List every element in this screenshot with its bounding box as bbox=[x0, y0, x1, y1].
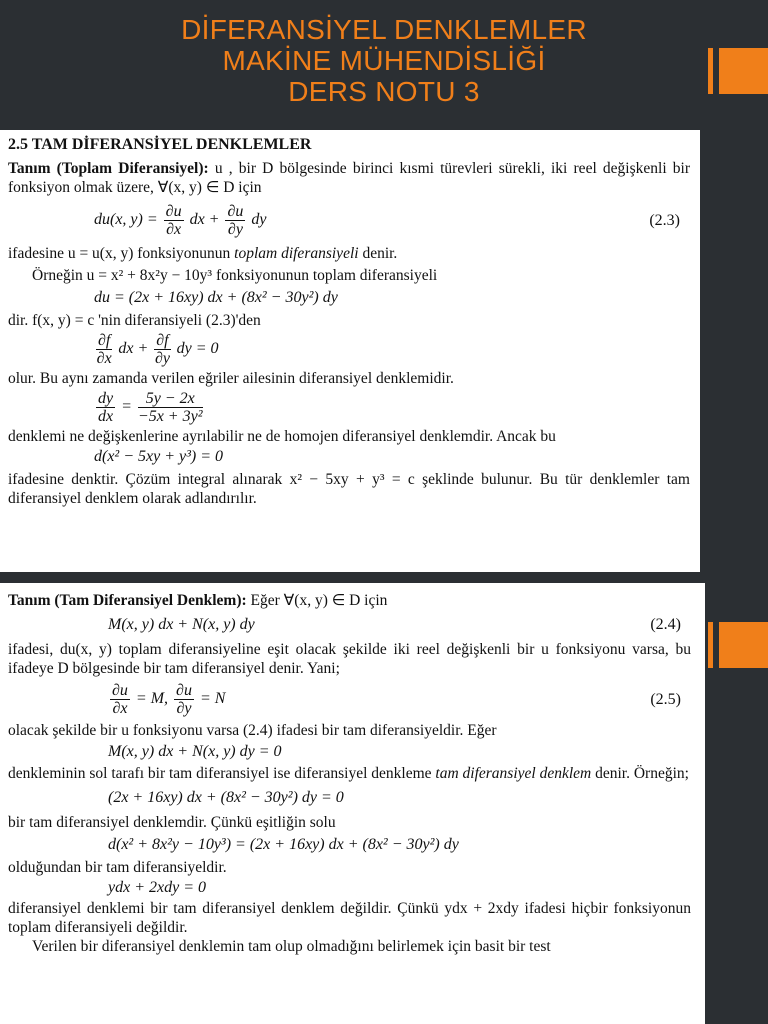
frac-den: ∂y bbox=[176, 700, 192, 717]
frac-den: dx bbox=[98, 408, 114, 425]
equation-dy-dx bbox=[8, 390, 690, 425]
definition-term: Tanım (Toplam Diferansiyel): bbox=[8, 160, 209, 177]
equation-d-full: d(x² + 8x²y − 10y³) = (2x + 16xy) dx + (8x² − 30y²) dy bbox=[108, 836, 459, 853]
definition-text: u , bir D bölgesinde birinci kısmi türevleri sürekli, iki reel değişkenli bir fonksiyon olmak üzere, ∀(x, y) ∈ D için bbox=[8, 160, 691, 196]
frac-den: ∂x bbox=[112, 700, 128, 717]
definition-exact-equation bbox=[8, 591, 691, 610]
paragraph-1: ifadesi, du(x, y) toplam diferansiyeline eşit olacak şekilde iki reel değişkenli bir u fonksiyonu varsa, bu ifadeye D bölgesinde bir tam diferansiyel denir. Yani; bbox=[8, 641, 691, 677]
text: denir. bbox=[362, 245, 398, 262]
equation-ydx: ydx + 2xdy = 0 bbox=[108, 879, 206, 896]
frac-num: ∂u bbox=[176, 682, 192, 699]
equation-2-4 bbox=[8, 616, 691, 634]
title-line-3: DERS NOTU 3 bbox=[288, 76, 480, 107]
equals-sign: = bbox=[121, 398, 132, 416]
accent-bar-thin-top bbox=[708, 48, 713, 94]
frac-num: ∂f bbox=[156, 332, 169, 349]
equation-du-example: du = (2x + 16xy) dx + (8x² − 30y²) dy bbox=[94, 289, 338, 306]
paragraph-total-differential bbox=[8, 244, 690, 263]
equation-2-3 bbox=[8, 203, 690, 238]
equation-term: dx + bbox=[189, 211, 220, 229]
paragraph-3 bbox=[8, 764, 691, 783]
fraction-df-dx bbox=[96, 332, 112, 367]
paragraph-5: olduğundan bir tam diferansiyeldir. bbox=[8, 859, 227, 876]
fraction-dy-dx bbox=[96, 390, 115, 425]
emphasis: tam diferansiyel denklem bbox=[435, 765, 592, 782]
equation-d-expr: d(x² − 5xy + y³) = 0 bbox=[94, 448, 224, 465]
frac-num: dy bbox=[98, 390, 114, 407]
definition-term: Tanım (Tam Diferansiyel Denklem): bbox=[8, 592, 247, 609]
title-line-1: DİFERANSİYEL DENKLEMLER bbox=[181, 14, 587, 45]
paragraph-denklemi: denklemi ne değişkenlerine ayrılabilir ne de homojen diferansiyel denklemdir. Ancak bu bbox=[8, 428, 556, 445]
document-page-1 bbox=[0, 130, 700, 572]
equation-2-5 bbox=[8, 682, 691, 717]
equation-lhs: du(x, y) = bbox=[94, 211, 158, 229]
definition-total-differential bbox=[8, 159, 690, 197]
section-heading: 2.5 TAM DİFERANSİYEL DENKLEMLER bbox=[8, 136, 312, 153]
text: denir. Örneğin; bbox=[595, 765, 689, 782]
frac-den: −5x + 3y² bbox=[137, 408, 203, 425]
equation-term: = M, bbox=[135, 690, 169, 708]
frac-den: ∂y bbox=[154, 350, 170, 367]
paragraph-olur: olur. Bu aynı zamanda verilen eğriler ailesinin diferansiyel denklemidir. bbox=[8, 370, 454, 387]
paragraph-2: olacak şekilde bir u fonksiyonu varsa (2.4) ifadesi bir tam diferansiyeldir. Eğer bbox=[8, 722, 497, 739]
equation-term: dx + bbox=[118, 340, 149, 358]
frac-num: ∂u bbox=[165, 203, 182, 220]
frac-num: 5y − 2x bbox=[138, 390, 203, 408]
example-line: Örneğin u = x² + 8x²y − 10y³ fonksiyonunun toplam diferansiyeli bbox=[32, 267, 438, 284]
frac-den: ∂x bbox=[166, 221, 182, 238]
emphasis: toplam diferansiyeli bbox=[234, 245, 359, 262]
frac-num: ∂u bbox=[227, 203, 244, 220]
equation-number: (2.5) bbox=[650, 690, 681, 708]
text: denkleminin sol tarafı bir tam diferansiyel ise diferansiyel denkleme bbox=[8, 765, 432, 782]
equation-mn-zero: M(x, y) dx + N(x, y) dy = 0 bbox=[108, 743, 282, 760]
paragraph-dir: dir. f(x, y) = c 'nin diferansiyeli (2.3)'den bbox=[8, 312, 261, 329]
fraction-du-dy bbox=[225, 203, 245, 238]
paragraph-4: bir tam diferansiyel denklemdir. Çünkü eşitliğin solu bbox=[8, 814, 336, 831]
frac-num: ∂u bbox=[112, 682, 128, 699]
paragraph-ifadesine-denktir: ifadesine denktir. Çözüm integral alınarak x² − 5xy + y³ = c şeklinde bulunur. Bu tür denklemler tam diferansiyel denklem olarak adlandırılır. bbox=[8, 471, 690, 507]
equation-number: (2.4) bbox=[650, 616, 681, 633]
slide-title bbox=[0, 14, 768, 107]
accent-bar-thin-bottom bbox=[708, 622, 713, 668]
equation-example: (2x + 16xy) dx + (8x² − 30y²) dy = 0 bbox=[108, 789, 344, 806]
equation-term: dy = 0 bbox=[176, 340, 219, 358]
fraction-rhs bbox=[138, 390, 203, 425]
accent-block-top bbox=[719, 48, 768, 94]
fraction-du-dy bbox=[174, 682, 194, 717]
equation-body: M(x, y) dx + N(x, y) dy bbox=[108, 616, 255, 633]
document-page-2 bbox=[0, 583, 705, 1024]
definition-text: Eğer ∀(x, y) ∈ D için bbox=[250, 592, 388, 609]
frac-den: ∂x bbox=[96, 350, 112, 367]
equation-term: = N bbox=[199, 690, 226, 708]
text: ifadesine u = u(x, y) fonksiyonunun bbox=[8, 245, 231, 262]
accent-block-bottom bbox=[719, 622, 768, 668]
equation-term: dy bbox=[251, 211, 267, 229]
fraction-du-dx bbox=[164, 203, 184, 238]
equation-df bbox=[8, 332, 690, 367]
paragraph-6: diferansiyel denklemi bir tam diferansiyel denklem değildir. Çünkü ydx + 2xdy ifadesi hiçbir fonksiyonun toplam diferansiyeli değildir. bbox=[8, 900, 691, 936]
fraction-df-dy bbox=[154, 332, 170, 367]
frac-num: ∂f bbox=[98, 332, 111, 349]
frac-den: ∂y bbox=[227, 221, 243, 238]
title-line-2: MAKİNE MÜHENDİSLİĞİ bbox=[222, 45, 546, 76]
fraction-du-dx bbox=[110, 682, 130, 717]
paragraph-7-cut: Verilen bir diferansiyel denklemin tam olup olmadığını belirlemek için basit bir test bbox=[32, 938, 551, 955]
equation-number: (2.3) bbox=[649, 211, 680, 229]
